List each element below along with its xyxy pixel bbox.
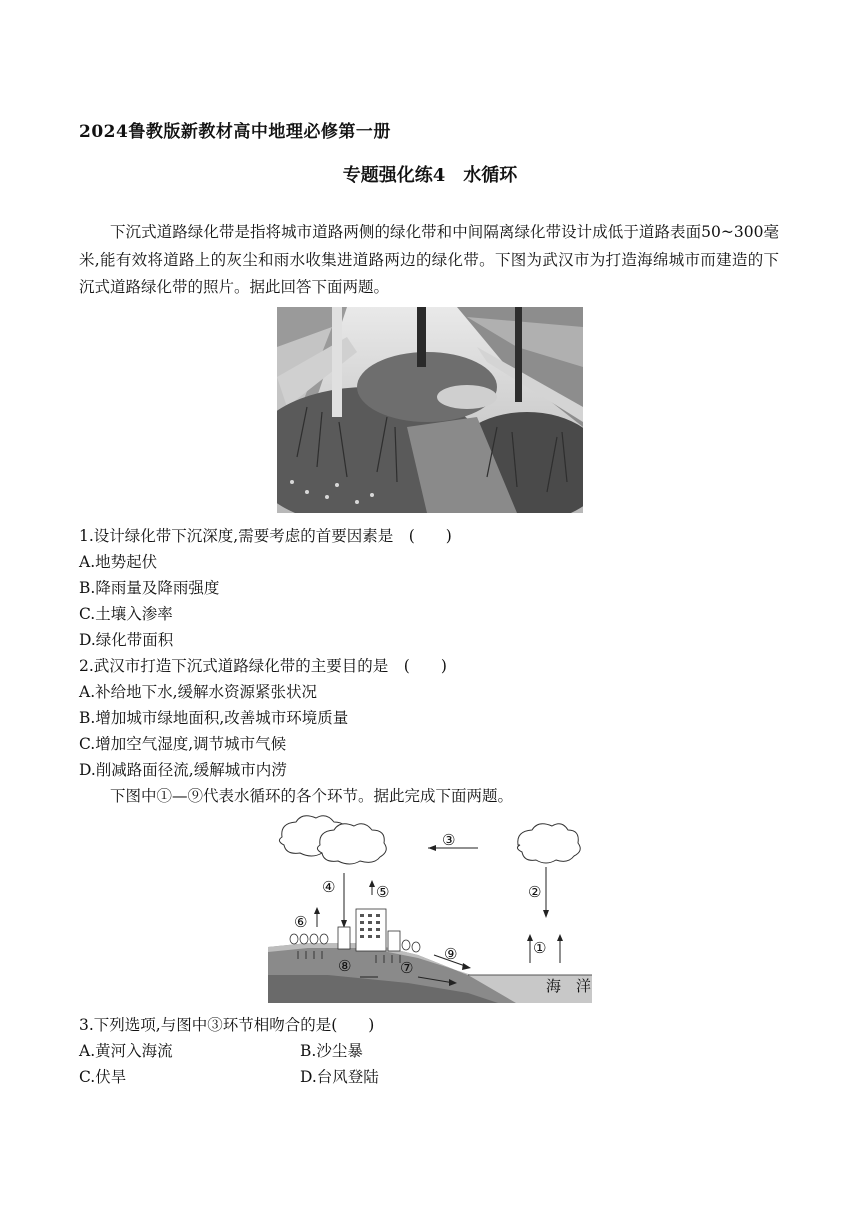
q1-option-d: D.绿化带面积: [79, 631, 174, 649]
section-title: 专题强化练4 水循环: [342, 165, 518, 186]
diagram-intro: 下图中①—⑨代表水循环的各个环节。据此完成下面两题。: [110, 787, 514, 805]
q3-option-a: A.黄河入海流: [79, 1042, 173, 1060]
label-2: ②: [528, 883, 542, 901]
label-4: ④: [322, 878, 336, 896]
cloud-icon: [517, 824, 580, 863]
q3-option-b: B.沙尘暴: [300, 1042, 363, 1060]
q3-option-d: D.台风登陆: [300, 1068, 379, 1086]
green-belt-photo: [277, 307, 583, 513]
label-6: ⑥: [294, 913, 308, 931]
question-1-stem: 1.设计绿化带下沉深度,需要考虑的首要因素是 ( ): [79, 527, 452, 545]
label-3: ③: [442, 831, 456, 849]
label-7: ⑦: [400, 959, 414, 977]
label-8: ⑧: [338, 957, 352, 975]
q2-option-a: A.补给地下水,缓解水资源紧张状况: [79, 683, 318, 701]
label-5: ⑤: [376, 883, 390, 901]
ocean-label: 海 洋: [546, 977, 592, 995]
label-1: ①: [533, 939, 547, 957]
q2-option-c: C.增加空气湿度,调节城市气候: [79, 735, 287, 753]
q1-option-b: B.降雨量及降雨强度: [79, 579, 220, 597]
q1-option-c: C.土壤入渗率: [79, 605, 173, 623]
water-cycle-diagram: [268, 815, 592, 1003]
label-9: ⑨: [444, 945, 458, 963]
book-title: 2024鲁教版新教材高中地理必修第一册: [79, 122, 391, 142]
q2-option-b: B.增加城市绿地面积,改善城市环境质量: [79, 709, 349, 727]
q1-option-a: A.地势起伏: [79, 553, 158, 571]
intro-paragraph: 下沉式道路绿化带是指将城市道路两侧的绿化带和中间隔离绿化带设计成低于道路表面50~300毫米,能有效将道路上的灰尘和雨水收集进道路两边的绿化带。下图为武汉市为打造海绵城市而建造的下沉式道路绿化带的照片。据此回答下面两题。: [79, 223, 779, 296]
q2-option-d: D.削减路面径流,缓解城市内涝: [79, 761, 287, 779]
question-3-stem: 3.下列选项,与图中③环节相吻合的是( ): [79, 1016, 375, 1034]
q3-option-c: C.伏旱: [79, 1068, 127, 1086]
question-2-stem: 2.武汉市打造下沉式道路绿化带的主要目的是 ( ): [79, 657, 447, 675]
